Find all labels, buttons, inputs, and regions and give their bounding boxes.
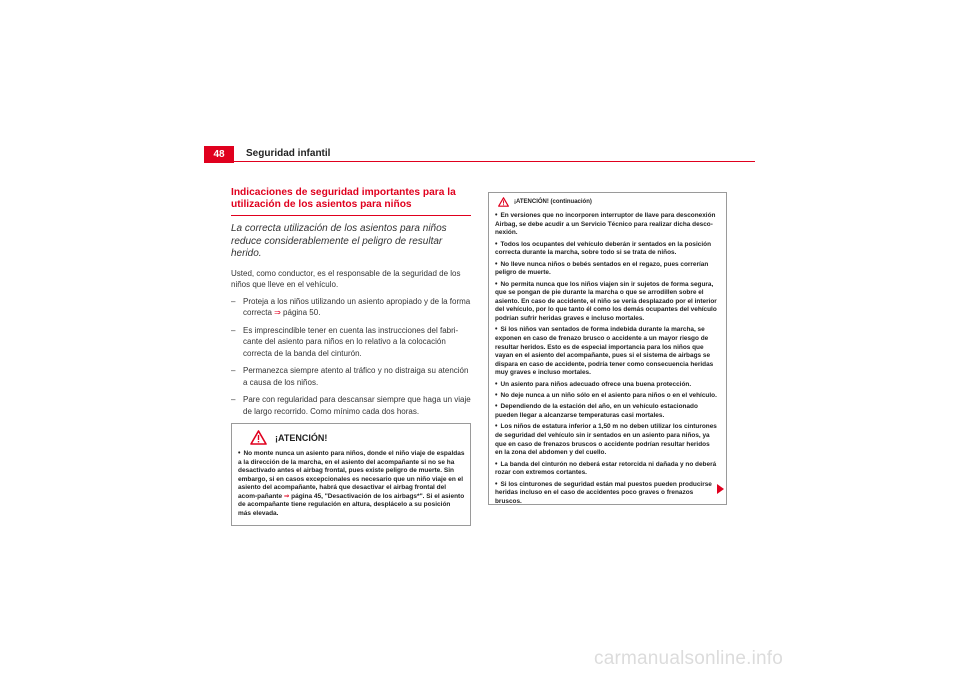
list-item: • No permita nunca que los niños viajen sin ir sujetos de forma segura, que se pongan de pie durante la marcha o que se arrodillen sobre el asiento. En caso de accidente, el niño se vería desplazado por el interior del vehículo, por lo que tanto él como los demás ocupantes del vehículo podrían sufrir heridas graves e incluso mortales.	[495, 280, 717, 322]
warning-triangle-icon	[250, 430, 267, 445]
header-divider	[234, 161, 755, 162]
list-item: • Si los cinturones de seguridad están mal puestos pueden producirse heridas incluso en el caso de accidentes poco graves o frenazos bruscos.	[495, 480, 712, 505]
page-number: 48	[204, 146, 234, 163]
list-item: • Dependiendo de la estación del año, en un vehículo estacionado pueden llegar a alcanzarse temperaturas casi mortales.	[495, 403, 698, 420]
warning-continuation-header: ¡ATENCIÓN! (continuación)	[498, 197, 718, 207]
section-subtitle: La correcta utilización de los asientos para niños reduce considerablemente el peligro de resultar herido.	[231, 223, 447, 259]
list-item: • En versiones que no incorporen interruptor de llave para desconexión Airbag, se debe acudir a un Servicio Técnico para realizar dicha desco-nexión.	[495, 212, 716, 237]
chapter-title: Seguridad infantil	[246, 148, 331, 159]
intro-paragraph: Usted, como conductor, es el responsable de la seguridad de los niños que lleve en el vehículo.	[231, 268, 461, 289]
list-item: – Proteja a los niños utilizando un asiento apropiado y de la forma correcta ⇒ página 50.	[231, 296, 471, 317]
instruction-list	[231, 296, 471, 418]
warning-triangle-icon	[498, 197, 509, 207]
section-title: Indicaciones de seguridad importantes para la utilización de los asientos para niños	[231, 187, 456, 210]
warning-continuation-box	[488, 192, 727, 505]
warning-header	[250, 430, 465, 445]
list-item: – Es imprescindible tener en cuenta las instrucciones del fabri-cante del asiento para niños en lo relativo a la colocación correcta de la banda del cinturón.	[231, 325, 459, 358]
list-item: • La banda del cinturón no deberá estar retorcida ni dañada y no deberá rozar con extremos cortantes.	[495, 460, 717, 477]
title-divider	[231, 215, 471, 216]
continue-arrow-icon	[717, 484, 724, 494]
warning-text: • No monte nunca un asiento para niños, donde el niño viaje de espaldas a la dirección de la marcha, en el asiento del acompañante si no se ha desactivado antes el airbag frontal, pues existe peligro de muerte. Sin embargo, si en casos excepcionales es necesario que un niño viaje en el asiento del acompañante, habrá que desactivar el airbag frontal del acom-pañante ⇒ página 45, "Desactivación de los airbags*". Si el asiento de acompañante tiene regulación en altura, desplácelo a su posición más elevada.	[238, 450, 465, 517]
left-column	[231, 187, 471, 526]
list-item: • No deje nunca a un niño sólo en el asiento para niños o en el vehículo.	[495, 392, 717, 400]
warning-box	[231, 423, 471, 526]
page-reference-arrow: ⇒	[283, 492, 290, 500]
warning-title: ¡ATENCIÓN!	[275, 432, 328, 443]
page-reference-arrow: ⇒	[274, 308, 281, 317]
warning-list	[495, 212, 718, 506]
list-item: • No lleve nunca niños o bebés sentados en el regazo, pues correrían peligro de muerte.	[495, 260, 709, 277]
list-item: • Un asiento para niños adecuado ofrece una buena protección.	[495, 380, 692, 388]
list-item: • Todos los ocupantes del vehículo deberán ir sentados en la posición correcta durante la marcha, sobre todo si se trata de niños.	[495, 240, 712, 257]
watermark: carmanualsonline.info	[594, 648, 784, 669]
list-item: • Si los niños van sentados de forma indebida durante la marcha, se exponen en caso de frenazo brusco o accidente a un mayor riesgo de resultar heridos. Esto es de especial importancia para los niños que vayan en el asiento del acompañante, pues si el sistema de airbags se dispara en caso de accidente, podría tener como consecuencia heridas muy graves e incluso mortales.	[495, 326, 714, 377]
list-item: – Permanezca siempre atento al tráfico y no distraiga su atención a causa de los niños.	[231, 366, 469, 387]
list-item: • Los niños de estatura inferior a 1,50 m no deben utilizar los cinturones de seguridad del vehículo sin ir sentados en un asiento para niños, ya que en caso de frenazos bruscos o accidente podrían resultar heridos en la zona del abdomen y del cuello.	[495, 423, 717, 457]
list-item: – Pare con regularidad para descansar siempre que haga un viaje de largo recorrido. Como mínimo cada dos horas.	[231, 395, 471, 416]
